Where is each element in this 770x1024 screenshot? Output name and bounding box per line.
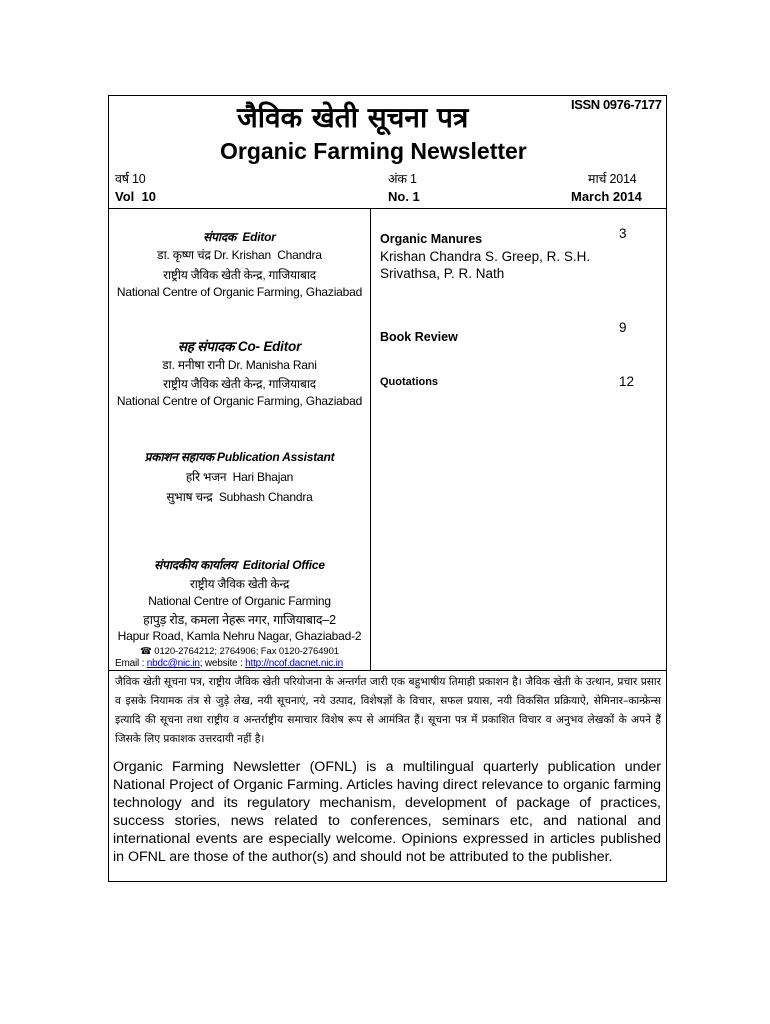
contents-authors-line-1: Krishan Chandra S. Greep, R. S.H. [380,249,591,264]
contents-page-3: 3 [619,226,627,241]
title-hindi: जैविक खेती सूचना पत्र [237,101,469,134]
editor-role-en: Editor [242,230,276,244]
office-role-hindi: संपादकीय कार्यालय [154,558,237,572]
month-hindi: मार्च 2014 [588,172,637,186]
divider-top [109,208,666,209]
co-editor-role-en: Co- Editor [237,339,302,354]
editor-org-en: National Centre of Organic Farming, Ghaziabad [116,285,363,299]
office-org-hindi: राष्ट्रीय जैविक खेती केन्द्र [189,577,290,591]
email-link[interactable]: nbdc@nic.in [146,658,200,669]
pub-assistant-name-2: सुभाष चन्द्र Subhash Chandra [166,490,313,504]
number-hindi: अंक 1 [388,172,417,186]
co-editor-block [109,337,370,413]
office-contact-line [115,658,343,669]
newsletter-cover [108,95,667,882]
description-hindi: जैविक खेती सूचना पत्र, राष्ट्रीय जैविक खेती परियोजना के अन्तर्गत जारी एक बहुभाषीय तिमाही प्रकाशन है। जैविक खेती के उत्थान, प्रचार प्रसार व इसके नियामक तंत्र से जुड़े लेख, नयी सूचनाएं, नये उत्पाद, विशेषज्ञों के विचार, सफल प्रयास, नयी विकसित प्रक्रियाऐ, सेमिनार–कान्फ्रेन्स इत्यादि की सूचना तथा राष्ट्रीय व अन्तर्राष्ट्रीय समाचार विशेष रूप से आमंत्रित हैं। सूचना पत्र में प्रकाशित विचार व अनुभव लेखकों के अपने हैं जिसके लिए प्रकाशक उत्तरदायी नहीं है। [115,676,661,745]
volume-hindi: वर्ष 10 [115,172,146,186]
contents-item-quotations[interactable]: Quotations [380,376,439,388]
editor-role-hindi: संपादक [203,230,237,244]
editorial-office-block [109,556,370,660]
email-label: Email : [115,658,147,669]
office-address-en: Hapur Road, Kamla Nehru Nagar, Ghaziabad-2 [117,629,362,643]
contents-item-organic-manures[interactable] [380,232,660,283]
pub-assistant-name-1: हरि भजन Hari Bhajan [185,470,294,484]
volume-en: Vol 10 [115,189,156,204]
office-role-en: Editorial Office [242,558,325,572]
publication-assistant-block [109,448,370,508]
month-en: March 2014 [571,189,642,204]
office-phone: ☎ 0120-2764212; 2764906; Fax 0120-2764901 [140,646,339,657]
website-label: ; website : [199,658,246,669]
contents-page-12: 12 [619,374,635,389]
pub-assistant-role-en: Publication Assistant [217,450,335,464]
website-link[interactable]: http://ncof.dacnet.nic.in [245,658,343,669]
contents-title: Organic Manures [380,232,483,246]
co-editor-org-en: National Centre of Organic Farming, Ghaziabad [116,394,363,408]
office-org-en: National Centre of Organic Farming [148,594,331,608]
contents-authors-line-2: Srivathsa, P. R. Nath [380,266,505,281]
contents-page-9: 9 [619,320,627,335]
co-editor-org-hindi: राष्ट्रीय जैविक खेती केन्द्र, गाजियाबाद [163,377,316,391]
co-editor-role-hindi: सह संपादक [177,339,235,354]
editor-name: डा. कृष्ण चंद्र Dr. Krishan Chandra [157,248,322,262]
contents-item-book-review[interactable]: Book Review [380,330,458,344]
editor-block [109,228,370,304]
divider-bottom [109,670,666,671]
editor-org-hindi: राष्ट्रीय जैविक खेती केन्द्र, गाजियाबाद [163,268,316,282]
title-english: Organic Farming Newsletter [220,138,527,164]
office-address-hindi: हापुड़ रोड, कमला नेहरू नगर, गाजियाबाद–2 [143,613,336,627]
issn: ISSN 0976-7177 [571,97,662,112]
number-en: No. 1 [388,189,420,204]
co-editor-name: डा. मनीषा रानी Dr. Manisha Rani [162,358,317,372]
column-divider [370,208,371,670]
pub-assistant-role-hindi: प्रकाशन सहायक [144,450,214,464]
description-english: Organic Farming Newsletter (OFNL) is a multilingual quarterly publication under National Project of Organic Farming. Articles having direct relevance to organic farming technology and its regulatory mechanism, development of package of practices, success stories, news related to conferences, seminars etc, and national and international events are especially welcome. Opinions expressed in articles published in OFNL are those of the author(s) and should not be attributed to the publisher. [113,759,661,865]
